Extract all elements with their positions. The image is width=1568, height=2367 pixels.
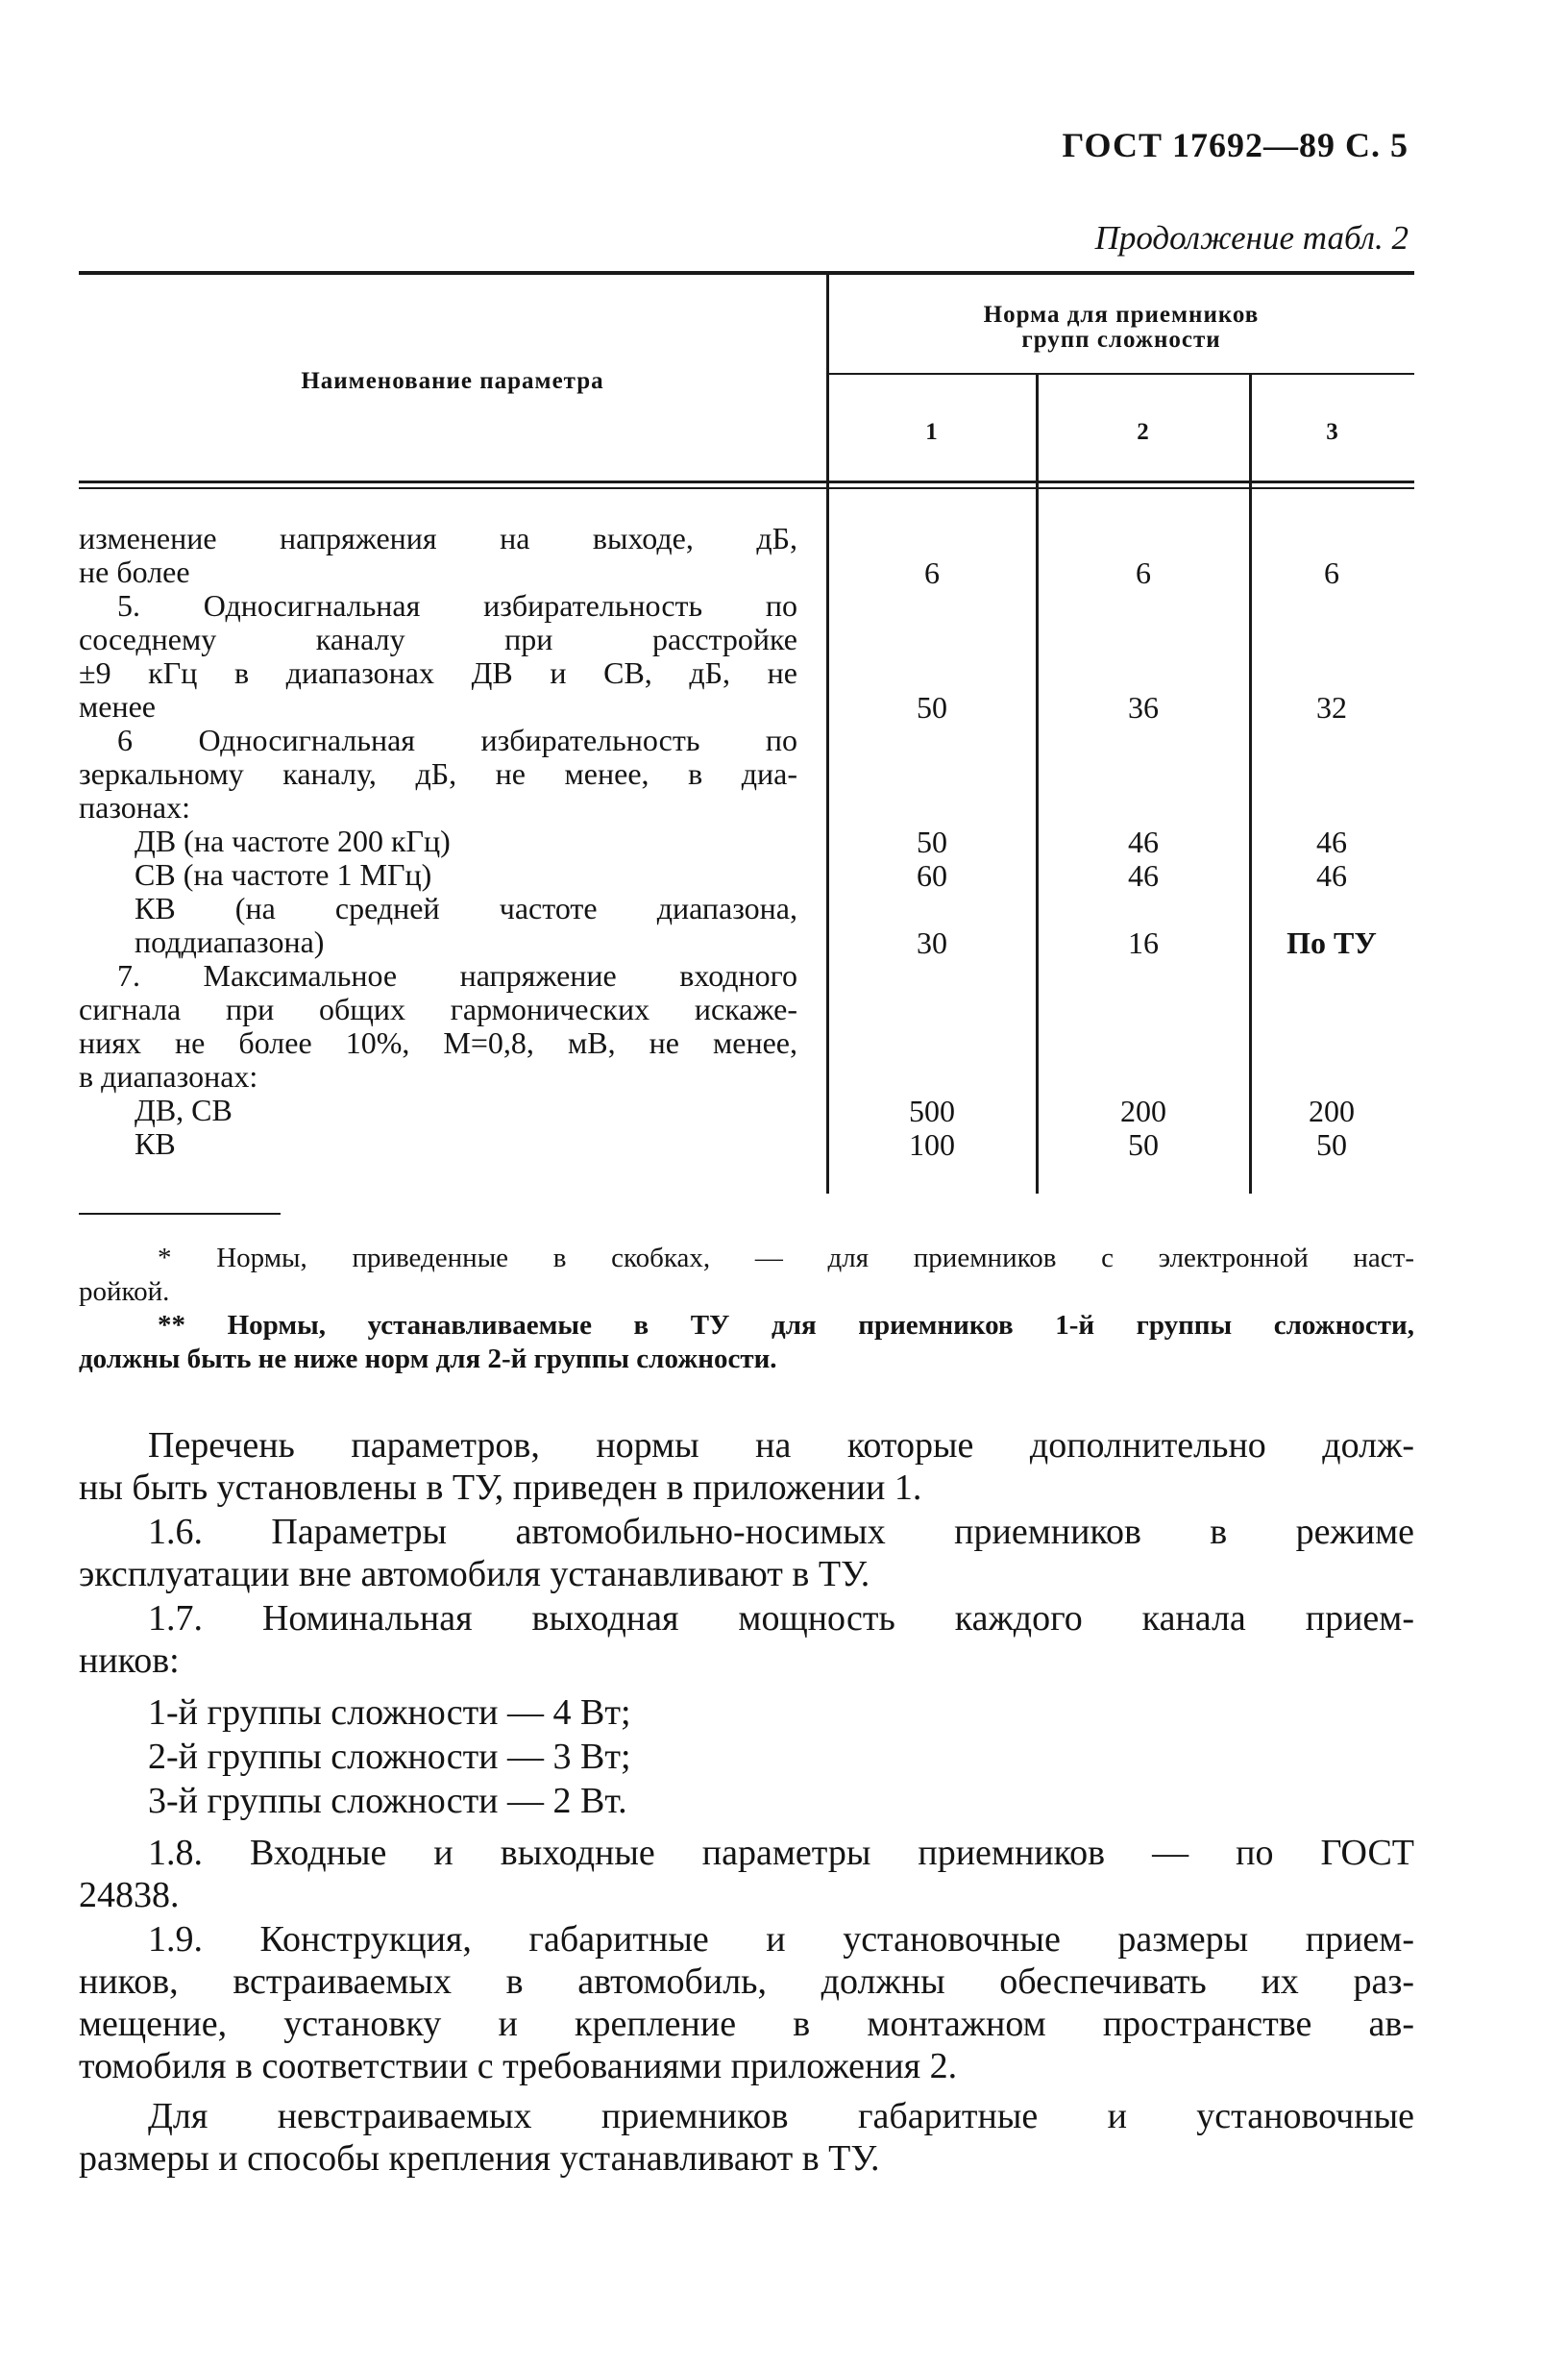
- row6-kv-g1: 30: [917, 925, 947, 960]
- row7-line1: 7. Максимальное напряжение входного: [117, 958, 797, 993]
- footnote-2-line2: должны быть не ниже норм для 2-й группы сложности.: [79, 1344, 777, 1374]
- param-column-header: Наименование параметра: [301, 368, 604, 394]
- power-group-3: 3-й группы сложности — 2 Вт.: [148, 1781, 627, 1821]
- row6-dv: ДВ (на частоте 200 кГц): [135, 824, 451, 858]
- table-header-rule: [79, 481, 1414, 483]
- group-subheader-rule: [828, 373, 1414, 375]
- para-1-6-line1: 1.6. Параметры автомобильно-носимых приемников в режиме: [148, 1512, 1414, 1552]
- row6-line2: зеркальному каналу, дБ, не менее, в диа-: [79, 756, 797, 791]
- para-1-8-line2: 24838.: [79, 1875, 180, 1915]
- footnote-2-line1: ** Нормы, устанавливаемые в ТУ для приемников 1-й группы сложности,: [158, 1310, 1414, 1341]
- para-1-9-line1: 1.9. Конструкция, габаритные и установочные размеры прием-: [148, 1919, 1414, 1960]
- table-col-divider-3: [1249, 375, 1252, 1194]
- row1-val-g3: 6: [1324, 555, 1339, 590]
- row7-dvsv-g2: 200: [1120, 1094, 1166, 1128]
- row6-dv-g1: 50: [917, 825, 947, 859]
- table-top-rule: [79, 271, 1414, 275]
- power-group-2: 2-й группы сложности — 3 Вт;: [148, 1737, 631, 1777]
- row7-kv: КВ: [135, 1126, 176, 1161]
- row6-sv-g3: 46: [1316, 858, 1347, 893]
- row5-line4: менее: [79, 689, 156, 724]
- group-col-2: 2: [1137, 419, 1150, 445]
- row1-val-g2: 6: [1136, 555, 1151, 590]
- row6-line1: 6 Односигнальная избирательность по: [117, 723, 797, 757]
- row7-kv-g1: 100: [909, 1127, 955, 1162]
- row5-val-g3: 32: [1316, 690, 1347, 725]
- row6-dv-g3: 46: [1316, 825, 1347, 859]
- para-1-9-line3: мещение, установку и крепление в монтажном пространстве ав-: [79, 2004, 1414, 2044]
- group-col-3: 3: [1326, 419, 1339, 445]
- table-col-divider-main: [826, 273, 829, 1194]
- para-1-8-line1: 1.8. Входные и выходные параметры приемников — по ГОСТ: [148, 1833, 1414, 1873]
- para-1-line2: ны быть установлены в ТУ, приведен в приложении 1.: [79, 1467, 922, 1508]
- row6-sv-g2: 46: [1128, 858, 1159, 893]
- row5-val-g1: 50: [917, 690, 947, 725]
- row6-sv: СВ (на частоте 1 МГц): [135, 857, 432, 892]
- row1-line1: изменение напряжения на выходе, дБ,: [79, 521, 797, 555]
- row7-dvsv: ДВ, СВ: [135, 1093, 233, 1127]
- row6-dv-g2: 46: [1128, 825, 1159, 859]
- row5-line2: соседнему каналу при расстройке: [79, 622, 797, 656]
- row1-line2: не более: [79, 555, 190, 589]
- row6-sv-g1: 60: [917, 858, 947, 893]
- row7-line2: сигнала при общих гармонических искаже-: [79, 992, 797, 1026]
- row7-kv-g3: 50: [1316, 1127, 1347, 1162]
- norm-header-line2: групп сложности: [1021, 327, 1221, 353]
- row6-kv-g2: 16: [1128, 925, 1159, 960]
- table-header-rule-2: [79, 487, 1414, 489]
- table-col-divider-2: [1036, 375, 1039, 1194]
- row7-line3: ниях не более 10%, М=0,8, мВ, не менее,: [79, 1025, 797, 1060]
- group-col-1: 1: [925, 419, 939, 445]
- row6-kv-line2: поддиапазона): [135, 925, 325, 959]
- row6-kv-g3: По ТУ: [1286, 925, 1377, 960]
- row6-line3: пазонах:: [79, 790, 190, 825]
- para-1-6-line2: эксплуатации вне автомобиля устанавливают в ТУ.: [79, 1554, 870, 1594]
- page-header: ГОСТ 17692—89 С. 5: [1062, 126, 1409, 164]
- power-group-1: 1-й группы сложности — 4 Вт;: [148, 1692, 631, 1733]
- row7-kv-g2: 50: [1128, 1127, 1159, 1162]
- para-1-line1: Перечень параметров, нормы на которые дополнительно долж-: [148, 1425, 1414, 1466]
- row6-kv-line1: КВ (на средней частоте диапазона,: [135, 891, 797, 925]
- para-last-line2: размеры и способы крепления устанавливают в ТУ.: [79, 2138, 880, 2179]
- row1-val-g1: 6: [924, 555, 940, 590]
- para-1-7-line2: ников:: [79, 1640, 180, 1681]
- para-last-line1: Для невстраиваемых приемников габаритные и установочные: [148, 2096, 1414, 2136]
- row7-dvsv-g1: 500: [909, 1094, 955, 1128]
- para-1-9-line2: ников, встраиваемых в автомобиль, должны обеспечивать их раз-: [79, 1961, 1414, 2002]
- row7-dvsv-g3: 200: [1309, 1094, 1355, 1128]
- row5-line3: ±9 кГц в диапазонах ДВ и СВ, дБ, не: [79, 655, 797, 690]
- footnote-1-line1: * Нормы, приведенные в скобках, — для приемников с электронной наст-: [158, 1243, 1414, 1273]
- table-continuation-label: Продолжение табл. 2: [1094, 219, 1409, 257]
- para-1-7-line1: 1.7. Номинальная выходная мощность каждого канала прием-: [148, 1598, 1414, 1639]
- row7-line4: в диапазонах:: [79, 1059, 258, 1094]
- row5-line1: 5. Односигнальная избирательность по: [117, 588, 797, 623]
- row5-val-g2: 36: [1128, 690, 1159, 725]
- footnote-1-line2: ройкой.: [79, 1276, 170, 1307]
- footnote-separator: [79, 1213, 281, 1215]
- norm-header-line1: Норма для приемников: [983, 302, 1260, 328]
- para-1-9-line4: томобиля в соответствии с требованиями приложения 2.: [79, 2046, 958, 2086]
